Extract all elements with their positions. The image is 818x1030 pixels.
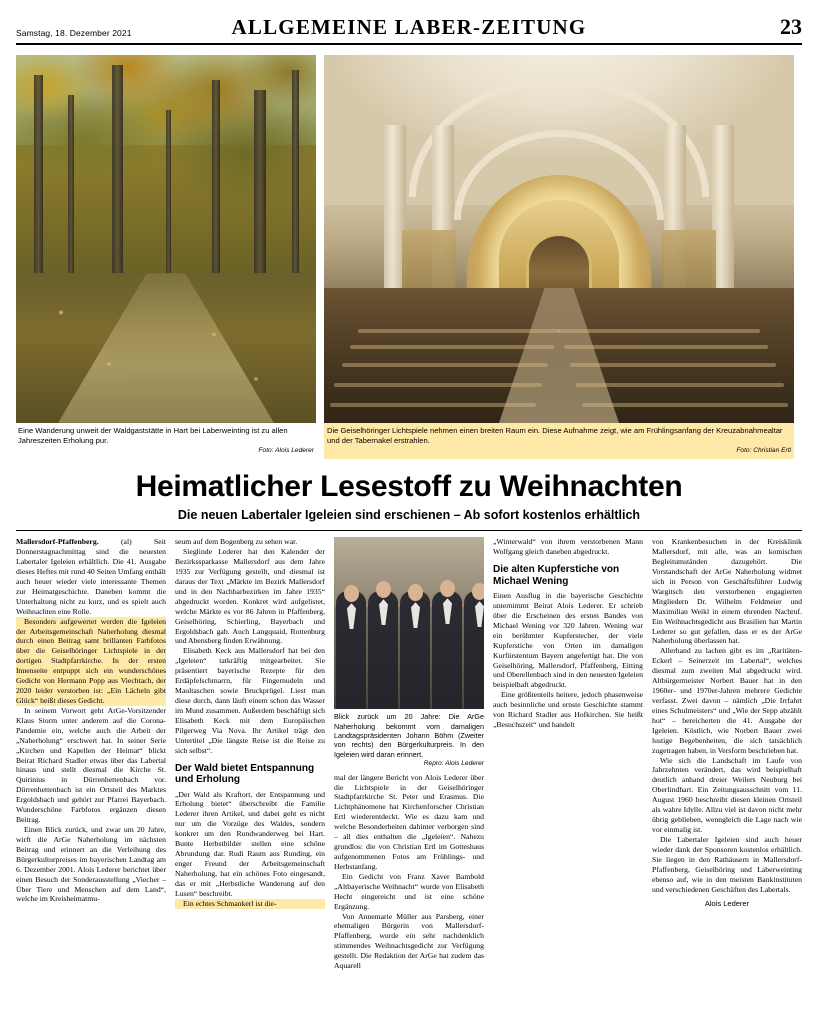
caption-text: Die Geiselhöringer Lichtspiele nehmen einen breiten Raum ein. Diese Aufnahme zeigt, wie am Frühlingsanfang der Kreuzabnahmealtar und der Tabernakel erstrahlen.	[327, 426, 783, 446]
forest-path-photo	[16, 55, 316, 423]
paragraph: Ein Gedicht von Franz Xaver Bambold „Altbayerische Weihnacht“ wurde von Elisabeth Hecht eingereicht und ist eine schöne Ergänzung.	[334, 871, 484, 911]
article-body	[16, 537, 802, 1005]
paragraph: Elisabeth Keck aus Mallersdorf hat bei den „Igeleien“ tatkräftig mitgearbeitet. Sie präsentiert bayerische Rezepte für den Erdäpfelschmarrn, für Fingernudeln und Maultaschen sowie Bruckprügel. Liest man diese durch, dann läuft einem schon das Wasser im Mund zusammen. Außerdem beschäftigt sich Elisabeth Keck mit dem Europäischen Pilgerweg Via Nova. Ihr Artikel trägt den Untertitel „Die längste Reise ist die Reise zu sich selbst“.	[175, 646, 325, 755]
paragraph: von Krankenbesuchen in der Kreisklinik Mallersdorf, mit alle, was an komischen Begleitumständen dazugehört. Die Vorstandschaft der ArGe Naherholung widmet sich in Person von Geschäftsführer Ludwig Wargitsch den verstorbenen engagierten Mitgliedern Dr. Wilhelm Feldmeier und Maximilian Weikl in einem ehrenden Nachruf. Ein Weihnachtsgedicht aus Brasilien hat Martin Lederer so gut gefallen, dass er es der ArGe Naherholung überlassen hat.	[652, 537, 802, 646]
paragraph: Einen Ausflug in die bayerische Geschichte unternimmt Beirat Alois Lederer. Er schrieb über die Erscheinen des ersten Bandes von Michael Wening vor 320 Jahren. Wening war ein berühmter Kupferstecher, der viele Kupferstiche von Orten im damaligen Kurfürstentum Bayern angefertigt hat. Die von Geiselhöring, Mallersdorf, Pfaffenberg, Eitting und Oberellenbach sind in den neuesten Igeleien beispielhaft abgedruckt.	[493, 591, 643, 690]
article-subhead: Die neuen Labertaler Igeleien sind erschienen – Ab sofort kostenlos erhältlich	[177, 508, 641, 523]
masthead	[16, 14, 802, 45]
forest-photo-caption	[16, 423, 316, 456]
paragraph: „Der Wald als Kraftort, der Entspannung und Erholung bietet“ überschreibt die Familie Lederer ihren Artikel, und dabei geht es nicht nur um die Vorzüge des Waldes, sondern konkret um den Rundwanderweg bei Hart. Bunte Herbstbilder stellen eine schöne Abrundung dar. Rudi Raum aus Runding, ein enger Freund der Arbeitsgemeinschaft Naherholung, hat ein schönes Foto eingesandt, das er mit „Herbstliche Wanderung auf den Lusen“ beschreibt.	[175, 789, 325, 898]
forest-path-photo-block	[16, 55, 316, 459]
paragraph: mal der längere Bericht von Alois Lederer über die Lichtspiele in der Geiselhöringer Stadtpfarrkirche St. Peter und Erasmus. Die Lichtphänomene hat Kirchenforscher Christian Ertl wiederentdeckt. Wie es dazu kam und welche Besonderheiten dahinter verborgen sind – all dies enthalten die „Igeleien“. Nahezu grundlos: die von Christian Ertl im Gotteshaus aufgenommenen Fotos am Frühlings- und Herbstanfang.	[334, 772, 484, 871]
dateline: Mallersdorf-Pfaffenberg.	[16, 537, 99, 547]
paragraph: Allerhand zu lachen gibt es im „Raritäten-Eckerl – Seinerzeit im Labertal“, welches diesmal zum zweiten Mal abgedruckt wird. Altbürgermeister Norbert Bauer hat in den 1960er- und 1970er-Jahren mehrere Gedichte verfasst. Zwei davon – nämlich „Die Irrfahrt eines Schulmeisters“ und „Wie der Sepp abzählt hot“ – bereicherten die 41. Ausgabe der Igeleien. Köstlich, wie Norbert Bauer zwei lustige Begebenheiten, die sich tatsächlich zugetragen haben, in Versform beschrieben hat.	[652, 646, 802, 755]
paragraph: Einen Blick zurück, und zwar um 20 Jahre, wirft die ArGe Naherholung im nächsten Beitrag und erinnert an die Verleihung des Bürgerkulturpreises im bayerischen Landtag am 6. Dezember 2001. Alois Lederer berichtet über einen Besuch der Sonderausstellung „Viecher – Über Tiere und Menschen auf dem Land“, welche im Kreisheimatmu-	[16, 824, 166, 904]
article-column-1	[16, 537, 166, 1005]
photo-credit: Repro: Alois Lederer	[423, 760, 484, 768]
paragraph: In seinem Vorwort geht ArGe-Vorsitzender Klaus Storm unter anderem auf die Corona-Pandemie ein, welche auch die Arbeit der „Naherholung“ erschwert hat. In seiner Serie „Kirchen und Kapellen der Heimat“ blickt Beirat Richard Stadler etwas über das Labertal hinaus und stellt diesmal die Kirche St. Quirinius in Dürrenhettenbach vor. Dürrenhettenbach ist ein Ortsteil des Marktes Ergoldsbach und gehört zur Pfarrei Bayerbach. Wunderschöne Farbfotos ergänzen diesen Beitrag.	[16, 705, 166, 825]
headline-divider	[16, 530, 802, 531]
paragraph: „Winterwald“ von ihrem verstorbenen Mann Wolfgang gleich daneben abgedruckt.	[493, 537, 643, 557]
paragraph: Ein echtes Schmankerl ist die-	[175, 899, 325, 909]
photo-row	[16, 55, 802, 459]
article-headline: Heimatlicher Lesestoff zu Weihnachten	[135, 469, 683, 503]
paragraph	[16, 537, 166, 616]
issue-date: Samstag, 18. Dezember 2021	[16, 28, 132, 38]
church-photo-caption	[324, 423, 794, 459]
caption-text: Blick zurück um 20 Jahre: Die ArGe Naherholung bekommt vom damaligen Landtagspräsidenten Johann Böhm (Zweiter von rechts) den Bürgerkulturpreis. In den Igeleien wird daran erinnert.	[334, 712, 484, 759]
author-signature: Alois Lederer	[704, 899, 750, 909]
paragraph: Von Annemarie Müller aus Parsberg, einer ehemaligen Bürgerin von Mallersdorf-Pfaffenberg, wurde ein sehr nachdenklich stimmendes Weihnachtsgedicht zur Verfügung gestellt. Die Redaktion der ArGe hat zudem das Aquarell	[334, 911, 484, 971]
article-column-3	[334, 537, 484, 1005]
photo-credit: Foto: Alois Lederer	[258, 447, 314, 455]
paragraph: Besonders aufgewertet werden die Igeleien der Arbeitsgemeinschaft Naherholung diesmal durch einen Beitrag samt brillanten Farbfotos über die Geiselhöringer Lichtspiele in der dortigen Stadtpfarrkirche. In der ersten Innenseite entpuppt sich ein wunderschönes Gedicht von Hermann Popp aus Viechtach, der 2020 leider verstorben ist: „Ein Lächeln gibt Glück“ heißt dieses Gedicht.	[16, 616, 166, 705]
church-photo-block	[324, 55, 794, 459]
paragraph: Eine größtenteils heitere, jedoch phasenweise auch besinnliche und ernste Geschichte stammt von Richard Stadler aus Hofkirchen. Sie heißt „Besuchszeit“ und handelt	[493, 690, 643, 730]
church-interior-photo	[324, 55, 794, 423]
article-column-2	[175, 537, 325, 1005]
group-photo	[334, 537, 484, 709]
paragraph: seum auf dem Bogenberg zu sehen war.	[175, 537, 298, 547]
article-column-4	[493, 537, 643, 1005]
photo-credit: Foto: Christian Ertl	[736, 447, 791, 455]
headline-block	[16, 471, 802, 524]
paragraph-text: (al) Seit Donnerstagnachmittag sind die neuesten Labertaler Igeleien erhältlich. Die 41. Ausgabe dieses Heftes mit rund 40 Seiten Umfang enthält auch heuer wieder viele interessante Themen zur Heimatgeschichte. Daneben kommt die Unterhaltung nicht zu kurz, und es spielt auch Weihnachten eine Rolle.	[16, 537, 166, 616]
section-subtitle: Die alten Kupferstiche von Michael Wening	[493, 564, 620, 587]
newspaper-title: ALLGEMEINE LABER-ZEITUNG	[231, 15, 587, 39]
section-subtitle: Der Wald bietet Entspannung und Erholung	[175, 762, 315, 786]
paragraph: Die Labertaler Igeleien sind auch heuer wieder dank der Sponsoren kostenlos erhältlich. Sie liegen in den Rathäusern in Mallersdorf-Pfaffenberg, Geiselhöring und Laberweinting ebenso auf, wie in den meisten Bankinstituten und verschiedenen Geschäften des Labertals.	[652, 834, 802, 894]
paragraph: Wie sich die Landschaft im Laufe von Jahrzehnten verändert, das wird beispielhaft deutlich anhand dreier Weilers Neuburg bei Oberlindhart. Ein Zeitungsausschnitt vom 11. August 1960 beschreibt diesen kleinen Ortsteil als wahre Idylle. Allzu viel ist davon nicht mehr übrig geblieben, wenngleich die Lage nach wie vor einmalig ist.	[652, 755, 802, 834]
caption-text: Eine Wanderung unweit der Waldgaststätte in Hart bei Laberweinting ist zu allen Jahreszeiten Erholung pur.	[18, 426, 288, 446]
paragraph: Sieglinde Lederer hat den Kalender der Bezirkssparkasse Mallersdorf aus dem Jahre 1935 zur Verfügung gestellt, und diesmal ist daraus der Text „Märkte im Bezirk Mallersdorf und in den Nachbarbezirken im Jahre 1935“ abgedruckt worden. Konkret wird aufgelistet, welche Märkte es vor 86 Jahren in Pfaffenberg, Geiselhöring, Schierling, Bayerbach und Ergoldsbach gab. Auch Langquaid, Rottenburg und Abensberg finden Erwähnung.	[175, 547, 325, 646]
group-photo-caption	[334, 712, 484, 768]
article-column-5	[652, 537, 802, 1005]
page-number: 23	[780, 14, 802, 39]
